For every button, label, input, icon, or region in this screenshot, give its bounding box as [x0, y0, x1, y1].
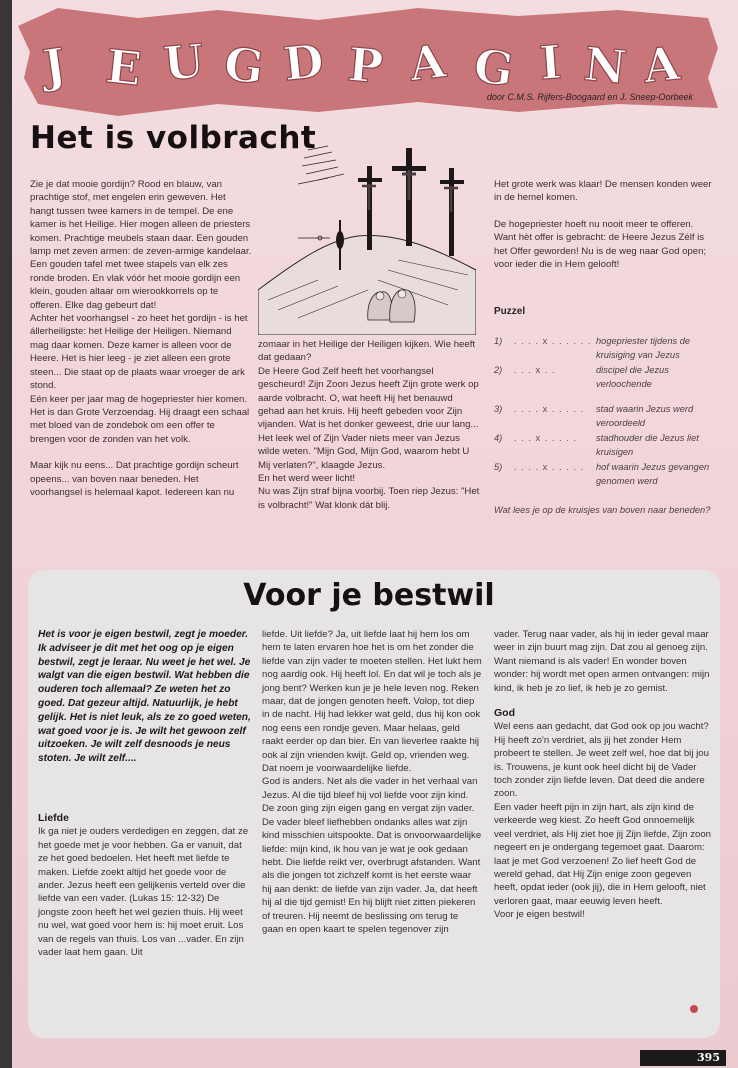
article1-column-3: [494, 178, 716, 271]
paragraph: God is anders. Net als die vader in het verhaal van Jezus. Al die tijd bleef hij vol liefde voor zijn kind. De zoon ging zijn eigen gang en vergat zijn vader. De vader bleef liefhebben ondanks alles wat zijn kind misschien uitspookte. Dat is onvoorwaardelijke liefde: mijn kind, ik hou van je wat je ook gedaan hebt. Die liefde reikt ver, overbrugt afstanden. Want als die jongen tot zichzelf komt is het eerste waar hij aan denkt: de liefde van zijn vader. Ja, dat heeft hij al die tijd gemist! En hij blijft niet zitten piekeren of treuren. Hij neemt de beslissing om terug te gaan en open kaart te spelen tegenover zijn: [262, 776, 482, 935]
paragraph: Een vader heeft pijn in zijn hart, als zijn kind de verkeerde weg kiest. Zo heeft God onnoemelijk veel verdriet, als Hij ziet hoe jij Zijn liefde, Zijn zoon negeert en je ondergang tegemoet gaat. Daarom: laat je met God verzoenen! Zo lief heeft God de wereld gehad, dat Hij Zijn enige zoon gegeven heeft, opdat ieder (ook jij), die in Hem gelooft, niet verloren gaat, maar eeuwig leven heeft.: [494, 801, 712, 907]
banner-letter: J: [39, 37, 69, 94]
puzzle-item: [494, 364, 714, 391]
banner-letter: A: [406, 33, 449, 92]
banner-letter: G: [470, 38, 517, 98]
hill: [258, 235, 476, 335]
article1-column-1: [30, 178, 252, 499]
paragraph: Zie je dat mooie gordijn? Rood en blauw, van prachtige stof, met engelen erin geweven. Het hangt tussen twee kamers in de tempel. De ene kamer is het Heilige. Hier mogen alleen de priesters komen. Prachtige meubels staan daar. Een gouden lamp met zeven armen: de zeven-armige kandelaar. Een gouden tafel met twee stapels van elk zes ronde broden. En vlak vóór het mooie gordijn een klein, gouden altaar om wierookkorrels op te offeren. Elke dag gebeurt dat!: [30, 179, 252, 311]
article2-column-1: [38, 812, 252, 959]
article2-title: Voor je bestwil: [243, 578, 495, 613]
paragraph: Wel eens aan gedacht, dat God ook op jou wacht? Hij heeft zo'n verdriet, als jij het zonder Hem probeert te stellen. Je weet zelf wel, hoe dat bij jou is. Trouwens, je kunt ook heel dicht bij de Vader toch zonder zijn liefde leven. Dat deed die andere zoon.: [494, 721, 709, 800]
paragraph: Eén keer per jaar mag de hogepriester hier komen. Het is dan Grote Verzoendag. Hij draagt een schaal met bloed van de zondebok om een offer te brengen voor de zonden van het volk.: [30, 393, 250, 445]
puzzle-clue: stadhouder die Jezus liet kruisigen: [596, 433, 699, 457]
paragraph: Maar kijk nu eens... Dat prachtige gordijn scheurt opeens... van boven naar beneden. Het voorhangsel is helemaal kapot. Iedereen kan nu: [30, 460, 239, 498]
puzzle-number: 1): [494, 336, 503, 346]
puzzle-clue: hogepriester tijdens de kruisiging van Jezus: [596, 336, 691, 360]
subheading-liefde: Liefde: [38, 812, 69, 824]
paragraph: En het werd weer licht!: [258, 473, 356, 485]
article2-column-3: [494, 628, 712, 922]
paragraph: Het grote werk was klaar! De mensen konden weer in de hemel komen.: [494, 179, 712, 204]
banner-letter: E: [103, 38, 144, 97]
article1-column-2: [258, 338, 480, 512]
paragraph: De hogepriester hoeft nu nooit meer te offeren. Want hèt offer is gebracht: de Heere Jezus Zélf is het Offer geworden! Nu is de weg naar God open; voor ieder die in Hem gelooft!: [494, 218, 707, 271]
paragraph: liefde. Uit liefde? Ja, uit liefde laat hij hem los om hem te laten ervaren hoe het is om het zonder die liefde van zijn vader te moeten stellen. Het lukt hem nog aardig ook. Hij heeft lol. En dat wil je toch als je jong bent? Werken kun je je hele leven nog. Reken maar, dat de jongen genoten heeft. Volop, tot diep in de nacht. Hij had lekker wat geld, dus hij kon ook nog eens een rondje geven. Maar helaas, geld raakt eerder op dan bier. En van lieverlee raakte hij ook al zijn vrienden kwijt. Geld op, vrienden weg. Dat noem je voorwaardelijke liefde.: [262, 629, 482, 775]
puzzle-item: [494, 461, 714, 488]
puzzle-clue: hof waarin Jezus gevangen genomen werd: [596, 462, 710, 486]
puzzle-item: [494, 403, 714, 430]
puzzle-number: 3): [494, 404, 503, 414]
jeugdpagina-banner: [18, 8, 718, 120]
puzzle-slots: . . . x . . . . .: [514, 433, 577, 443]
article2-intro: Het is voor je eigen bestwil, zegt je moeder. Ik adviseer je dit met het oog op je eigen bestwil, zegt je leraar. Nu weet je het wel. Je walgt van die eigen bestwil. Wat hebben die ouderen toch allemaal? Ze weten het zo goed. Dat gezeur altijd. Natuurlijk, je hebt gelijk. Het is niet leuk, als ze zo goed weten, wat goed voor je is. Je wilt het gewoon zelf uitzoeken. Je wilt zelf desnoods je neus stoten. Je wilt zelf....: [38, 629, 251, 765]
puzzle-list: [494, 335, 714, 488]
paragraph: De Heere God Zelf heeft het voorhangsel gescheurd! Zijn Zoon Jezus heeft Zijn grote werk op aarde volbracht. O, wat heeft Hij het benauwd gehad aan het kruis. Hij heeft gebeden voor Zijn vijanden. Wat is het donker geweest, drie uur lang... Het leek wel of Zijn Vader niets meer van Jezus wilde weten. "Mijn God, Mijn God, waarom hebt U Mij verlaten?", klaagde Jezus.: [258, 365, 479, 471]
paragraph: vader. Terug naar vader, als hij in ieder geval maar weer in zijn buurt mag zijn. Dat zou al genoeg zijn. Want niemand is als vader! En wonder boven wonder: hij wordt met open armen ontvangen: mijn kind, ik heb je zo lief, ik heb je zo gemist.: [494, 629, 710, 694]
banner-letter: U: [161, 33, 207, 92]
banner-letter: D: [280, 33, 327, 92]
puzzle-item: [494, 335, 714, 362]
puzzle-clue: discipel die Jezus verloochende: [596, 365, 669, 389]
subheading-god: God: [494, 707, 515, 720]
article-title: Het is volbracht: [30, 120, 317, 156]
puzzle-slots: . . . . x . . . . .: [514, 462, 585, 472]
crucifixion-illustration: [258, 140, 476, 335]
paragraph: Ik ga niet je ouders verdedigen en zeggen, dat ze het goede met je voor hebben. Ga er vanuit, dat ze het goed bedoelen. Het heeft met liefde te maken. Liefde zoekt altijd het goede voor de ander. Jezus heeft een gelijkenis verteld over die liefde van een vader. (Lukas 15: 12-32) De jongste zoon heeft het wel gezien thuis. Hij weet nu wel, wat goed voor hem is: hij moet eruit. Los van de regels van thuis. Los van ...vader. En zijn vader laat hem gaan. Uit: [38, 826, 249, 959]
binding-edge: [0, 0, 12, 1068]
paragraph: Nu was Zijn straf bijna voorbij. Toen riep Jezus: "Het is volbracht!" Wat klonk dát blij.: [258, 486, 480, 511]
byline: door C.M.S. Rijfers-Boogaard en J. Sneep-Oorbeek: [486, 92, 693, 102]
paragraph: Voor je eigen bestwil!: [494, 909, 585, 921]
puzzle-title: Puzzel: [494, 306, 526, 317]
banner-letter: N: [581, 36, 629, 95]
puzzle-clue: stad waarin Jezus werd veroordeeld: [596, 404, 694, 428]
paragraph: Achter het voorhangsel - zo heet het gordijn - is het állerheiligste: het Heilige der Heiligen. Niemand mag daar komen. Deze kamer is alleen voor de Heere. Het is hier leeg - je ziet alleen een grote steen... Die staat op de plaats waar vroeger de ark stond.: [30, 313, 248, 392]
puzzle-number: 2): [494, 365, 503, 375]
paragraph: zomaar in het Heilige der Heiligen kijken. Wie heeft dat gedaan?: [258, 339, 476, 364]
banner-letter: I: [537, 34, 564, 91]
banner-letter: A: [640, 35, 683, 94]
puzzle-item: [494, 432, 714, 459]
puzzle-number: 5): [494, 462, 503, 472]
page-number: 395: [640, 1050, 726, 1066]
banner-letter: P: [345, 37, 386, 95]
puzzle-slots: . . . x . .: [514, 365, 556, 375]
puzzle-slots: . . . . x . . . . .: [514, 404, 585, 414]
article2-column-2: [262, 628, 482, 936]
puzzle-number: 4): [494, 433, 503, 443]
banner-letter: G: [221, 36, 267, 95]
puzzle-question: Wat lees je op de kruisjes van boven naar beneden?: [494, 505, 711, 515]
puzzle-slots: . . . . x . . . . . .: [514, 336, 592, 346]
banner-letters: [36, 33, 683, 97]
end-bullet-icon: [690, 1005, 698, 1013]
